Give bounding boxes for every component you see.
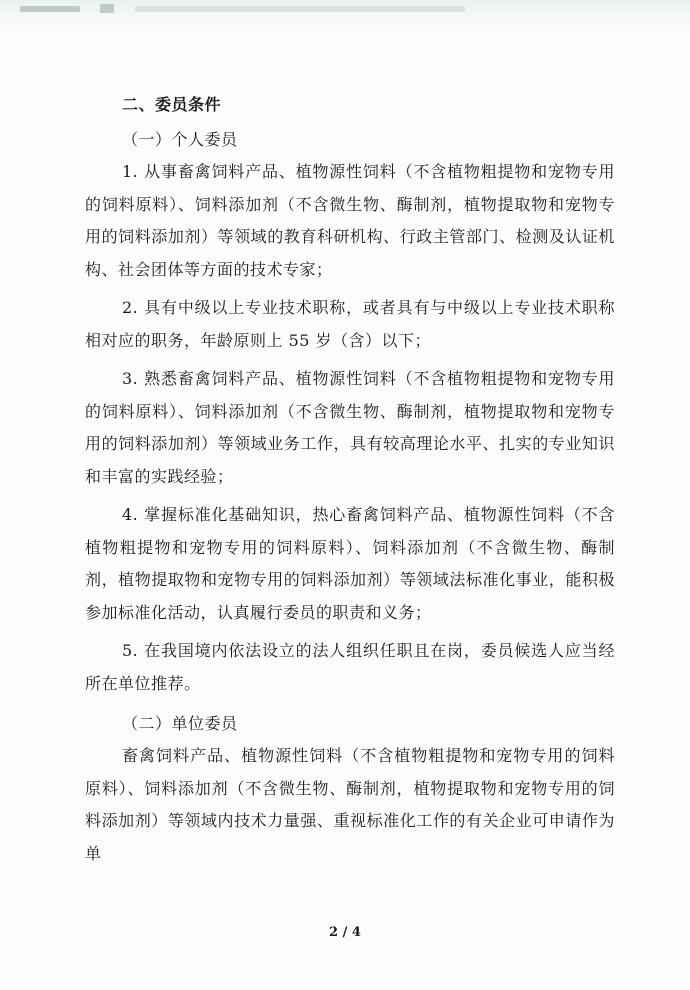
scan-artifact [20, 6, 80, 12]
page-number: 2 / 4 [329, 925, 361, 940]
list-item: 2. 具有中级以上专业技术职称，或者具有与中级以上专业技术职称相对应的职务，年龄原则上 55 岁（含）以下； [85, 298, 615, 350]
subsection-heading-individual: （一）个人委员 [122, 130, 238, 149]
subsection-heading-unit: （二）单位委员 [122, 714, 238, 733]
scan-edge [0, 0, 690, 30]
document-page [85, 95, 615, 870]
list-item: 5. 在我国境内依法设立的法人组织任职且在岗，委员候选人应当经所在单位推荐。 [85, 641, 615, 693]
spacer [85, 115, 615, 130]
list-item: 4. 掌握标准化基础知识，热心畜禽饲料产品、植物源性饲料（不含植物粗提物和宠物专用的饲料原料）、饲料添加剂（不含微生物、酶制剂，植物提取物和宠物专用的饲料添加剂）等领域法标准化事业，能积极参加标准化活动，认真履行委员的职责和义务； [85, 505, 615, 622]
list-item: 1. 从事畜禽饲料产品、植物源性饲料（不含植物粗提物和宠物专用的饲料原料）、饲料添加剂（不含微生物、酶制剂，植物提取物和宠物专用的饲料添加剂）等领域的教育科研机构、行政主管部门、检测及认证机构、社会团体等方面的技术专家； [85, 162, 615, 279]
section-heading: 二、委员条件 [122, 95, 222, 114]
scan-artifact [100, 4, 114, 13]
scan-artifact [135, 6, 465, 12]
list-item: 3. 熟悉畜禽饲料产品、植物源性饲料（不含植物粗提物和宠物专用的饲料原料）、饲料添加剂（不含微生物、酶制剂，植物提取物和宠物专用的饲料添加剂）等领域业务工作，具有较高理论水平、扎实的专业知识和丰富的实践经验； [85, 369, 615, 486]
spacer [85, 700, 615, 714]
unit-paragraph: 畜禽饲料产品、植物源性饲料（不含植物粗提物和宠物专用的饲料原料）、饲料添加剂（不含微生物、酶制剂，植物提取物和宠物专用的饲料添加剂）等领域内技术力量强、重视标准化工作的有关企业可申请作为单 [85, 746, 615, 863]
